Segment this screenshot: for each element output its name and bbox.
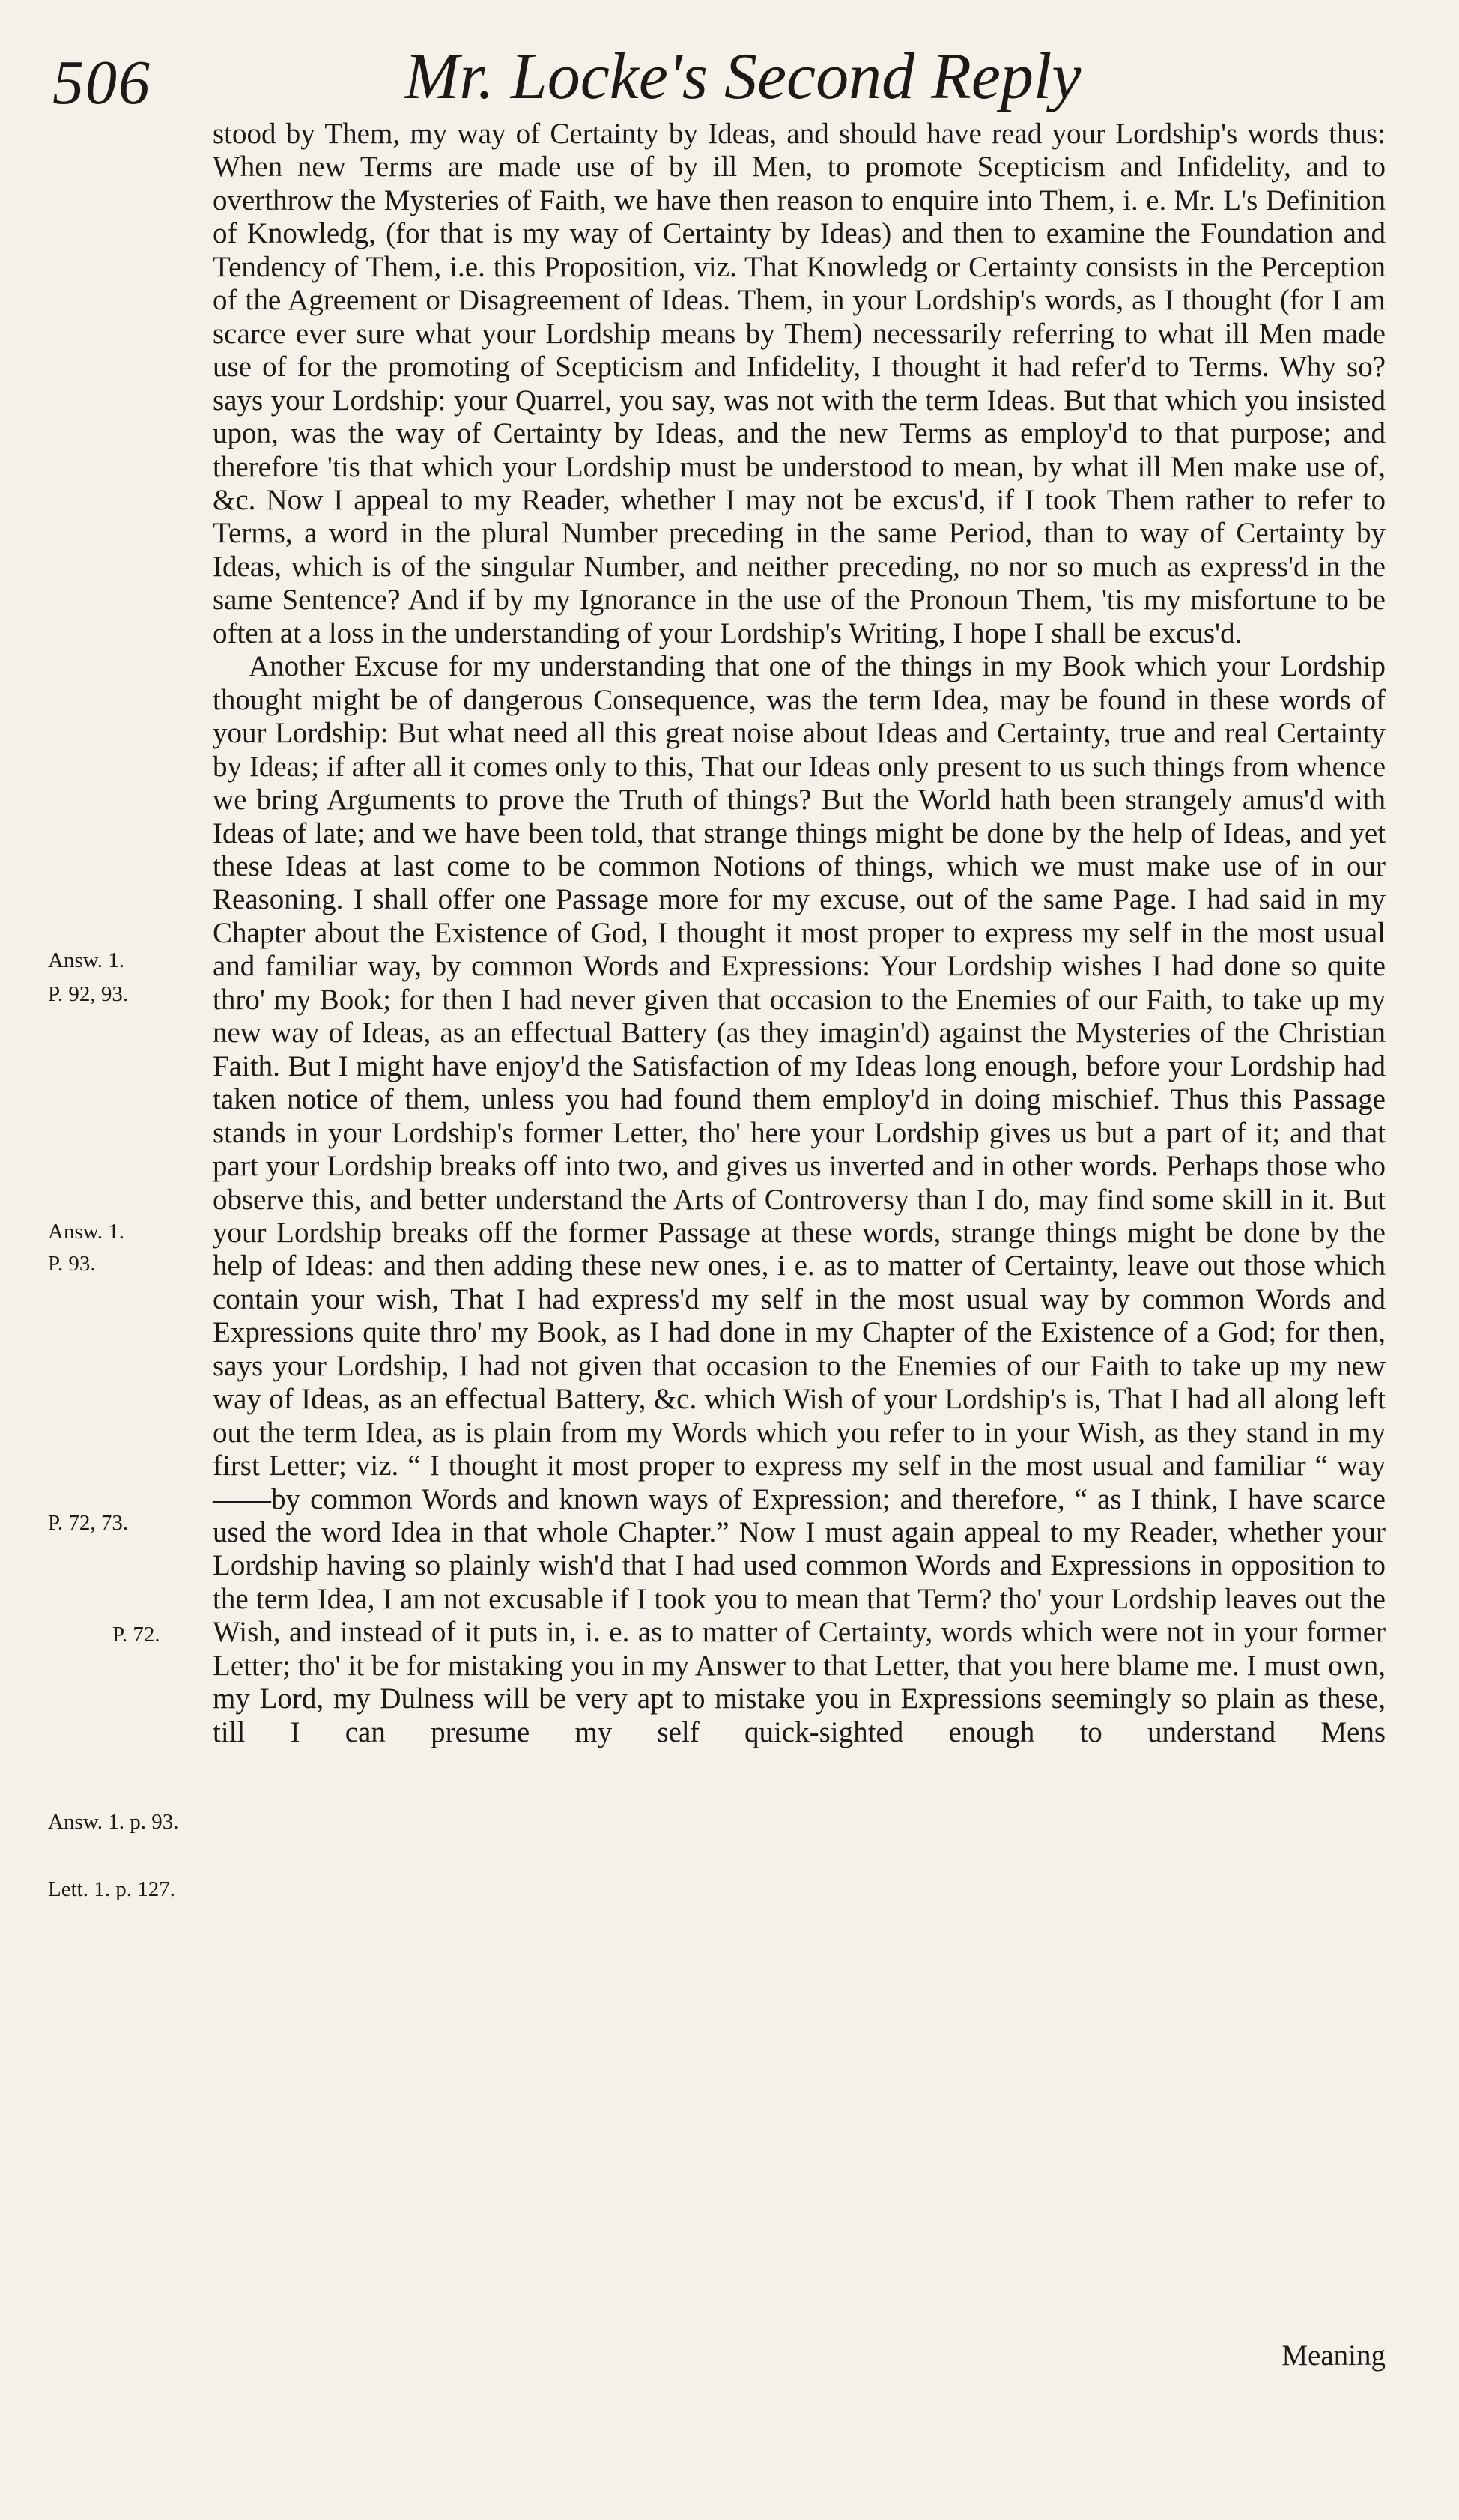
page-number: 506 [52, 48, 151, 118]
margin-note: Answ. 1. [48, 948, 125, 972]
margin-note: Answ. 1. p. 93. [48, 1810, 179, 1834]
paragraph: Another Excuse for my understanding that one of the things in my Book which your Lordship thought might be of dangerous Consequence, was the term Idea, may be found in these words of your Lordship: But what need all this great noise about Ideas and Certainty, true and real Certainty by Ideas; if after all it comes only to this, That our Ideas only present to us such things from whence we bring Arguments to prove the Truth of things? But the World hath been strangely amus'd with Ideas of late; and we have been told, that strange things might be done by the help of Ideas, and yet these Ideas at last come to be common Notions of things, which we must make use of in our Reasoning. I shall offer one Passage more for my excuse, out of the same Page. I had said in my Chapter about the Existence of God, I thought it most proper to express my self in the most usual and familiar way, by common Words and Expressions: Your Lordship wishes I had done so quite thro' my Book; for then I had never given that occasion to the Enemies of our Faith, to take up my new way of Ideas, as an effectual Battery (as they imagin'd) against the Mysteries of the Christian Faith. But I might have enjoy'd the Satisfaction of my Ideas long enough, before your Lordship had taken notice of them, unless you had found them employ'd in doing mischief. Thus this Passage stands in your Lordship's former Letter, tho' here your Lordship gives us but a part of it; and that part your Lordship breaks off into two, and gives us inverted and in other words. Perhaps those who observe this, and better understand the Arts of Controversy than I do, may find some skill in it. But your Lordship breaks off the former Passage at these words, strange things might be done by the help of Ideas: and then adding these new ones, i e. as to matter of Certainty, leave out those which contain your wish, That I had express'd my self in the most usual way by common Words and Expressions quite thro' my Book, as I had done in my Chapter of the Existence of a God; for then, says your Lordship, I had not given that occasion to the Enemies of our Faith to take up my new way of Ideas, as an effectual Battery, &c. which Wish of your Lordship's is, That I had all along left out the term Idea, as is plain from my Words which you refer to in your Wish, as they stand in my first Letter; viz. “ I thought it most proper to express my self in the most usual and familiar “ way——by common Words and known ways of Expression; and therefore, “ as I think, I have scarce used the word Idea in that whole Chapter.” Now I must again appeal to my Reader, whether your Lordship having so plainly wish'd that I had used common Words and Expressions in opposition to the term Idea, I am not excusable if I took you to mean that Term? tho' your Lordship leaves out the Wish, and instead of it puts in, i. e. as to matter of Certainty, words which were not in your former Letter; tho' it be for mistaking you in my Answer to that Letter, that you here blame me. I must own, my Lord, my Dulness will be very apt to mistake you in Expressions seemingly so plain as these, till I can presume my self quick-sighted enough to understand Mens [213, 650, 1386, 1748]
page-header [52, 39, 1401, 121]
margin-note: Lett. 1. p. 127. [48, 1877, 175, 1901]
margin-note: P. 92, 93. [48, 982, 129, 1006]
margin-note: Answ. 1. [48, 1220, 125, 1244]
margin-note: P. 93. [48, 1252, 96, 1276]
margin-note: P. 72, 73. [48, 1511, 129, 1535]
margin-note: P. 72. [112, 1623, 160, 1647]
paragraph: stood by Them, my way of Certainty by Ideas, and should have read your Lordship's words thus: When new Terms are made use of by ill Men, to promote Scepticism and Infidelity, and to overthrow the Mysteries of Faith, we have then reason to enquire into Them, i. e. Mr. L's Definition of Knowledg, (for that is my way of Certainty by Ideas) and then to examine the Foundation and Tendency of Them, i.e. this Proposition, viz. That Knowledg or Certainty consists in the Perception of the Agreement or Disagreement of Ideas. Them, in your Lordship's words, as I thought (for I am scarce ever sure what your Lordship means by Them) necessarily referring to what ill Men made use of for the promoting of Scepticism and Infidelity, I thought it had refer'd to Terms. Why so? says your Lordship: your Quarrel, you say, was not with the term Ideas. But that which you insisted upon, was the way of Certainty by Ideas, and the new Terms as employ'd to that purpose; and therefore 'tis that which your Lordship must be understood to mean, by what ill Men make use of, &c. Now I appeal to my Reader, whether I may not be excus'd, if I took Them rather to refer to Terms, a word in the plural Number preceding in the same Period, than to way of Certainty by Ideas, which is of the singular Number, and neither preceding, no nor so much as express'd in the same Sentence? And if by my Ignorance in the use of the Pronoun Them, 'tis my misfortune to be often at a loss in the understanding of your Lordship's Writing, I hope I shall be excus'd. [213, 118, 1386, 649]
running-head: Mr. Locke's Second Reply [404, 40, 1082, 113]
catchword: Meaning [1281, 2339, 1386, 2372]
body-text [213, 118, 1386, 1749]
